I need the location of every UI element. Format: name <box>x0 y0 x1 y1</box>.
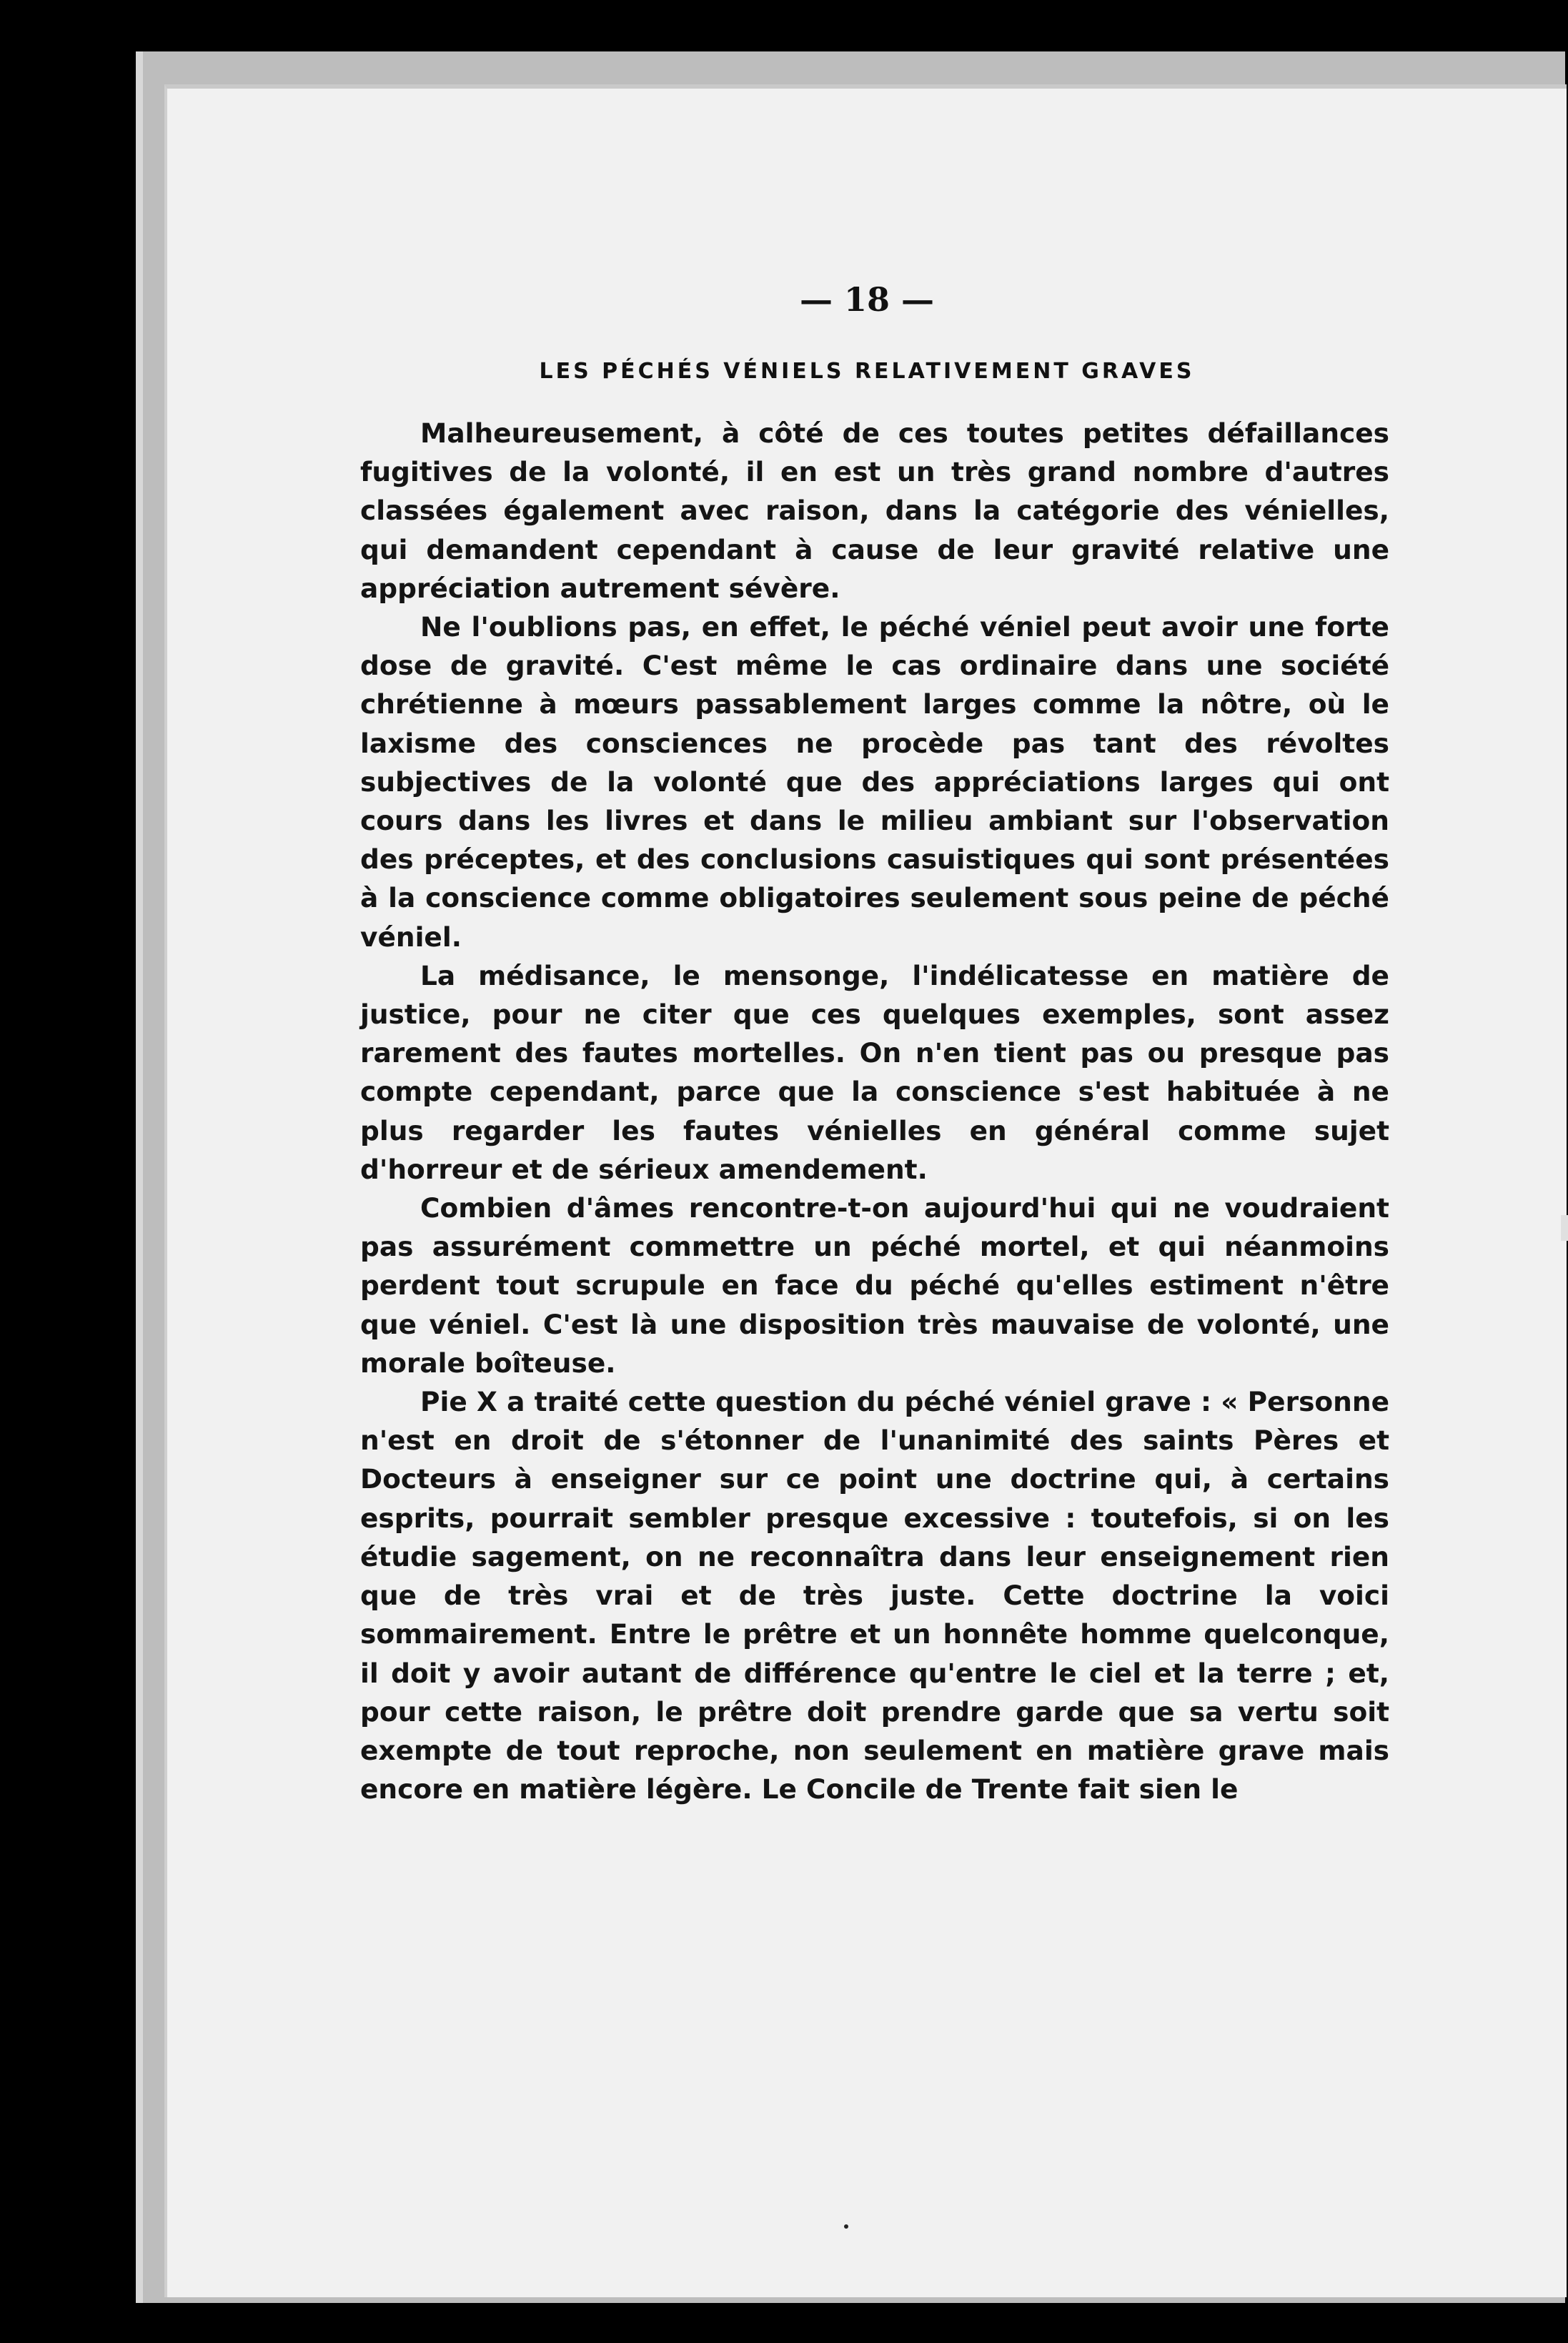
paragraph: La médisance, le mensonge, l'indélicatesse en matière de justice, pour ne citer que ces quelques exemples, sont assez rarement des fautes mortelles. On n'en tient pas ou presque pas compte cependant, parce que la conscience s'est habituée à ne plus regarder les fautes vénielles en général comme sujet d'horreur et de sérieux amendement. <box>360 959 1389 1185</box>
book-page <box>164 84 1567 2297</box>
paragraph: Ne l'oublions pas, en effet, le péché véniel peut avoir une forte dose de gravité. C'est même le cas ordinaire dans une société chrétienne à mœurs passablement larges comme la nôtre, où le laxisme des consciences ne procède pas tant des révoltes subjectives de la volonté que des appréciations larges qui ont cours dans les livres et dans le milieu ambiant sur l'observation des préceptes, et des conclusions casuistiques qui sont présentées à la conscience comme obligatoires seulement sous peine de péché véniel. <box>360 611 1389 953</box>
section-heading: LES PÉCHÉS VÉNIELS RELATIVEMENT GRAVES <box>539 359 1195 384</box>
page-body <box>360 414 1389 1808</box>
ink-speck <box>844 2224 848 2229</box>
page-number: — 18 — <box>799 280 935 319</box>
paragraph: Pie X a traité cette question du péché véniel grave : « Personne n'est en droit de s'étonner de l'unanimité des saints Pères et Docteurs à enseigner sur ce point une doctrine qui, à certains esprits, pourrait sembler presque excessive : toutefois, si on les étudie sagement, on ne reconnaîtra dans leur enseignement rien que de très vrai et de très juste. Cette doctrine la voici sommairement. Entre le prêtre et un honnête homme quelconque, il doit y avoir autant de différence qu'entre le ciel et la terre ; et, pour cette raison, le prêtre doit prendre garde que sa vertu soit exempte de tout reproche, non seulement en matière grave mais encore en matière légère. Le Concile de Trente fait sien le <box>360 1386 1389 1805</box>
edge-mark <box>1561 1215 1568 1241</box>
paragraph: Combien d'âmes rencontre-t-on aujourd'hui qui ne voudraient pas assurément commettre un péché mortel, et qui néanmoins perdent tout scrupule en face du péché qu'elles estiment n'être que véniel. C'est là une disposition très mauvaise de volonté, une morale boîteuse. <box>360 1192 1389 1379</box>
paragraph: Malheureusement, à côté de ces toutes petites défaillances fugitives de la volonté, il en est un très grand nombre d'autres classées également avec raison, dans la catégorie des vénielles, qui demandent cependant à cause de leur gravité relative une appréciation autrement sévère. <box>360 417 1389 604</box>
